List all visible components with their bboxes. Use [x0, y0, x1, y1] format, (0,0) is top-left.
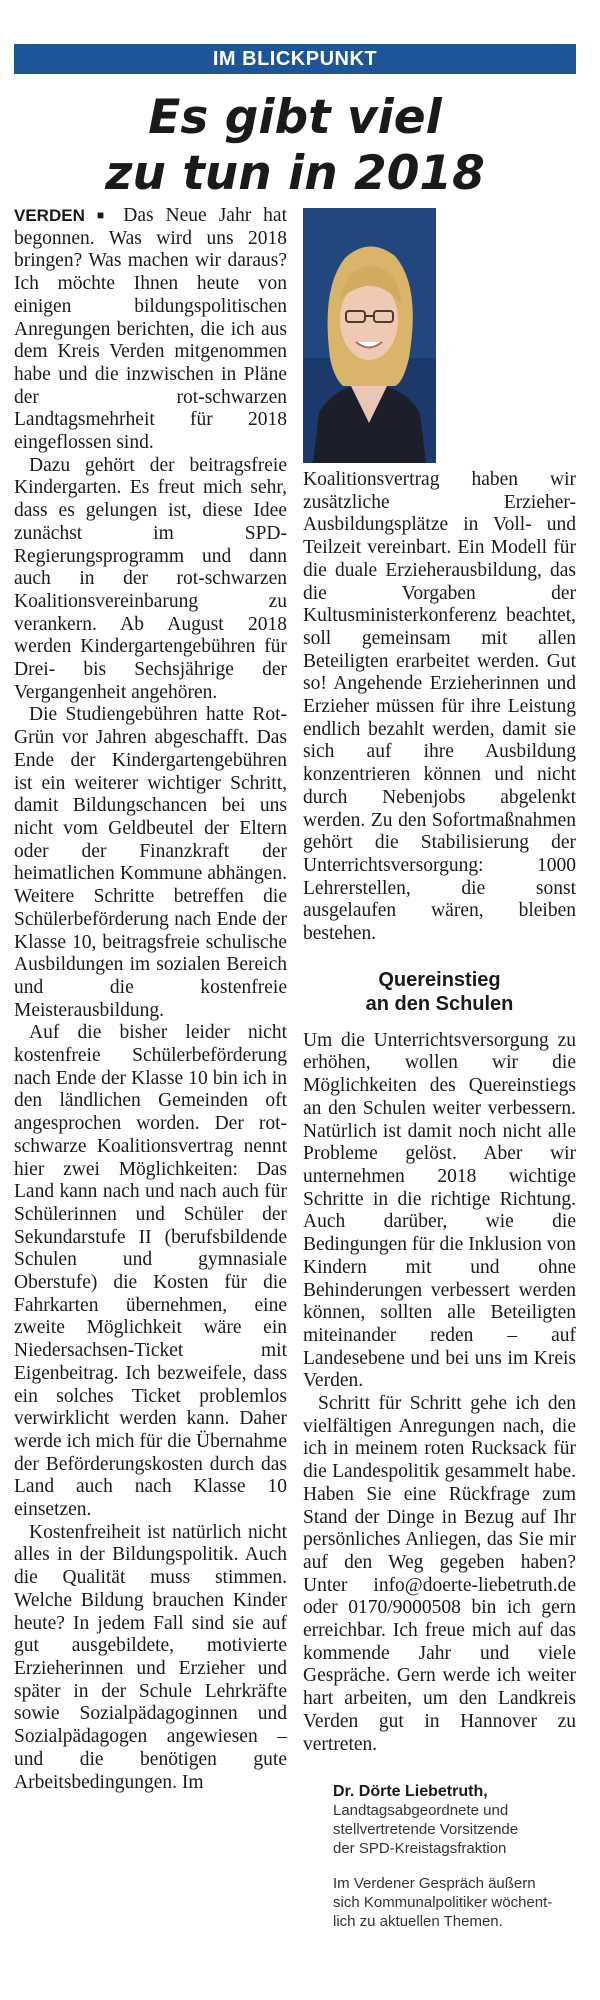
paragraph-text: Das Neue Jahr hat begonnen. Was wird uns 2018 bringen? Was machen wir daraus? Ich möchte Ihnen heute von einigen bildungspolitischen Anregungen berichten, die ich aus dem Kreis Verden mitgenommen habe und die inzwischen in Pläne der rot-schwarzen Landtagsmehrheit für 2018 eingeflossen sind. — [14, 205, 288, 454]
author-role-line: stellvertretende Vorsitzende — [333, 1821, 519, 1839]
column-note: Im Verdener Gespräch äußern — [333, 1875, 536, 1893]
article-paragraph: Auf die bisher leider nicht kostenfreie Schülerbeförderung nach Ende der Klasse 10 bin ich in den ländlichen Gemeinden oft angesprochen worden. Der rot-schwarze Koalitionsvertrag nennt hier zwei Möglichkeiten: Das Land kann nach und nach auch für Schülerinnen und Schüler der Sekundarstufe II (berufsbildende Schulen und gymnasiale Oberstufe) die Kosten für die Fahrkarten übernehmen, eine zweite Möglichkeit wäre ein Niedersachsen-Ticket mit Eigenbeitrag. Ich bezweifele, dass ein solches Ticket problemlos verwirklicht werden kann. Daher werde ich mich für die Übernahme der Beförderungskosten durch das Land auch nach Klasse 10 einsetzen. — [14, 1022, 287, 1521]
author-role-line: Landtagsabgeordnete und — [333, 1802, 509, 1820]
article-paragraph: Schritt für Schritt gehe ich den vielfältigen Anregungen nach, die ich in meinem roten Rucksack für die Landespolitik gesammelt habe. Haben Sie eine Rückfrage zum Stand der Dinge in Bezug auf Ihr persönliches Anliegen, das Sie mir auf den Weg gegeben haben? Unter info@doerte-liebetruth.de oder 0170/9000508 bin ich gern erreichbar. Ich freue mich auf das kommende Jahr und viele Gespräche. Gern werde ich weiter hart arbeiten, um den Landkreis Verden gut in Hannover zu vertreten. — [303, 1393, 576, 1755]
article-paragraph — [303, 204, 576, 946]
article-paragraph: Kostenfreiheit ist natürlich nicht alles in der Bildungspolitik. Auch die Qualität muss stimmen. Welche Bildung brauchen Kinder heute? In jedem Fall sind sie auf gut ausgebildete, motivierte Erzieherinnen und Erzieher und später in der Schule Lehrkräfte sowie Sozialpädagoginnen und Sozialpädagogen angewiesen – und die benötigen gute Arbeitsbedingungen. Im — [14, 1521, 287, 1793]
column-note: sich Kommunalpolitiker wöchent- — [333, 1894, 553, 1912]
article-column-right — [303, 204, 576, 1931]
section-kicker: IM BLICKPUNKT — [14, 44, 576, 74]
article-paragraph — [14, 204, 287, 455]
paragraph-text: Koalitionsvertrag haben wir zusätzliche Erzieher-Ausbildungsplätze in Voll- und Teilzeit vereinbart. Ein Modell für die duale Erzieherausbildung, das die Vorgaben der Kultusministerkonferenz beachtet, soll gemeinsam mit allen Beteiligten erarbeitet werden. Gut so! Angehende Erzieherinnen und Erzieher müssen für ihre Leistung endlich bezahlt werden, damit sie sich auf ihre Ausbildung konzentrieren können und nicht durch Nebenjobs abgelenkt werden. Zu den Sofortmaßnahmen gehört die Stabilisierung der Unterrichtsversorgung: 1000 Lehrerstellen, die sonst ausgelaufen wären, bleiben bestehen. — [303, 469, 576, 945]
subheading-line-2: an den Schulen — [365, 992, 514, 1015]
author-signature — [333, 1782, 576, 1931]
dateline: VERDEN — [14, 206, 85, 225]
author-role-line: der SPD-Kreistagsfraktion — [333, 1840, 507, 1858]
subheading — [303, 968, 576, 1016]
subheading-line-1: Quereinstieg — [378, 968, 501, 991]
article-column-left — [14, 204, 287, 1794]
headline-line-1: Es gibt viel — [148, 90, 442, 145]
headline-line-2: zu tun in 2018 — [105, 146, 485, 201]
headline — [14, 90, 576, 202]
column-note: lich zu aktuellen Themen. — [333, 1913, 503, 1931]
author-portrait-photo — [303, 208, 436, 463]
dateline-bullet-icon: ■ — [96, 208, 112, 222]
article-paragraph: Die Studiengebühren hatte Rot-Grün vor Jahren abgeschafft. Das Ende der Kindergartengebühren ist ein weiterer wichtiger Schritt, damit Bildungschancen bei uns nicht vom Geldbeutel der Eltern oder der Finanzkraft der heimatlichen Kommune abhängen. Weitere Schritte betreffen die Schülerbeförderung nach Ende der Klasse 10, beitragsfreie schulische Ausbildungen im sozialen Bereich und die kostenfreie Meisterausbildung. — [14, 704, 287, 1021]
author-name: Dr. Dörte Liebetruth, — [333, 1783, 488, 1801]
article-paragraph: Dazu gehört der beitragsfreie Kindergarten. Es freut mich sehr, dass es gelungen ist, diese Idee zunächst im SPD-Regierungsprogramm und dann auch in der rot-schwarzen Koalitionsvereinbarung zu verankern. Ab August 2018 werden Kindergartengebühren für Drei- bis Sechsjährige der Vergangenheit angehören. — [14, 454, 287, 703]
article-paragraph: Um die Unterrichtsversorgung zu erhöhen, wollen wir die Möglichkeiten des Quereinstiegs an den Schulen weiter verbessern. Natürlich ist damit noch nicht alle Probleme gelöst. Aber wir unternehmen 2018 wichtige Schritte in die richtige Richtung. Auch darüber, wie die Bedingungen für die Inklusion von Kindern mit und ohne Behinderungen verbessert werden können, sollten alle Beteiligten miteinander reden – auf Landesebene und bei uns im Kreis Verden. — [303, 1029, 576, 1392]
